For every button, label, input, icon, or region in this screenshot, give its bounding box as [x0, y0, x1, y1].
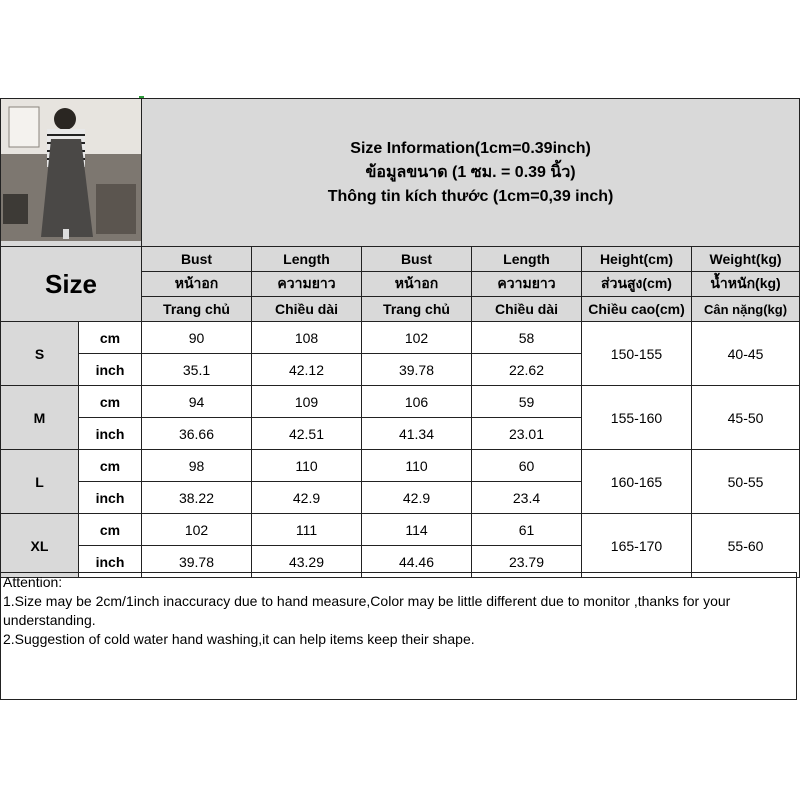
attention-heading: Attention: — [3, 574, 63, 590]
table-cell: 102 — [362, 322, 472, 354]
unit-cm: cm — [79, 322, 142, 354]
unit-inch: inch — [79, 546, 142, 578]
column-header-vi: Chiều dài — [252, 297, 362, 322]
column-header-en: Height(cm) — [582, 247, 692, 272]
height-range: 160-165 — [582, 450, 692, 514]
weight-range: 45-50 — [692, 386, 800, 450]
table-cell: 42.12 — [252, 354, 362, 386]
weight-range: 40-45 — [692, 322, 800, 386]
title-english: Size Information(1cm=0.39inch) — [350, 139, 591, 157]
column-header-vi: Cân nặng(kg) — [692, 297, 800, 322]
column-header-vi: Trang chủ — [362, 297, 472, 322]
column-header-th: หน้าอก — [142, 272, 252, 297]
size-label-xl: XL — [1, 514, 79, 578]
size-header: Size — [1, 247, 142, 322]
column-header-th: น้ำหนัก(kg) — [692, 272, 800, 297]
table-cell: 58 — [472, 322, 582, 354]
size-table — [0, 98, 800, 578]
title-thai: ข้อมูลขนาด (1 ซม. = 0.39 นิ้ว) — [365, 163, 576, 181]
column-header-th: หน้าอก — [362, 272, 472, 297]
table-cell: 42.9 — [362, 482, 472, 514]
table-cell: 98 — [142, 450, 252, 482]
unit-inch: inch — [79, 354, 142, 386]
title-block — [142, 99, 800, 247]
attention-notes — [0, 572, 797, 700]
table-cell: 42.9 — [252, 482, 362, 514]
size-chart — [0, 98, 799, 578]
column-header-en: Bust — [142, 247, 252, 272]
weight-range: 55-60 — [692, 514, 800, 578]
table-cell: 110 — [252, 450, 362, 482]
column-header-en: Length — [472, 247, 582, 272]
table-cell: 60 — [472, 450, 582, 482]
table-cell: 39.78 — [362, 354, 472, 386]
height-range: 150-155 — [582, 322, 692, 386]
attention-line-2: 2.Suggestion of cold water hand washing,it can help items keep their shape. — [3, 631, 475, 647]
column-header-vi: Trang chủ — [142, 297, 252, 322]
table-cell: 94 — [142, 386, 252, 418]
unit-cm: cm — [79, 386, 142, 418]
table-cell: 102 — [142, 514, 252, 546]
column-header-th: ส่วนสูง(cm) — [582, 272, 692, 297]
unit-inch: inch — [79, 418, 142, 450]
attention-line-1: 1.Size may be 2cm/1inch inaccuracy due to hand measure,Color may be little different due to monitor ,thanks for your understanding. — [3, 593, 731, 628]
weight-range: 50-55 — [692, 450, 800, 514]
column-header-en: Length — [252, 247, 362, 272]
table-cell: 110 — [362, 450, 472, 482]
title-vietnamese: Thông tin kích thước (1cm=0,39 inch) — [327, 187, 614, 205]
table-cell: 35.1 — [142, 354, 252, 386]
product-photo-image — [1, 99, 142, 241]
table-cell: 23.4 — [472, 482, 582, 514]
size-label-m: M — [1, 386, 79, 450]
unit-cm: cm — [79, 514, 142, 546]
table-cell: 109 — [252, 386, 362, 418]
table-cell: 90 — [142, 322, 252, 354]
column-header-vi: Chiều cao(cm) — [582, 297, 692, 322]
table-cell: 61 — [472, 514, 582, 546]
height-range: 165-170 — [582, 514, 692, 578]
table-cell: 59 — [472, 386, 582, 418]
column-header-vi: Chiều dài — [472, 297, 582, 322]
table-cell: 44.46 — [362, 546, 472, 578]
table-cell: 42.51 — [252, 418, 362, 450]
table-cell: 111 — [252, 514, 362, 546]
table-cell: 43.29 — [252, 546, 362, 578]
table-cell: 36.66 — [142, 418, 252, 450]
height-range: 155-160 — [582, 386, 692, 450]
table-cell: 41.34 — [362, 418, 472, 450]
table-cell: 106 — [362, 386, 472, 418]
table-cell: 22.62 — [472, 354, 582, 386]
unit-inch: inch — [79, 482, 142, 514]
column-header-th: ความยาว — [472, 272, 582, 297]
size-label-l: L — [1, 450, 79, 514]
product-photo — [1, 99, 142, 247]
table-cell: 38.22 — [142, 482, 252, 514]
table-cell: 114 — [362, 514, 472, 546]
table-cell: 108 — [252, 322, 362, 354]
table-cell: 23.79 — [472, 546, 582, 578]
table-cell: 23.01 — [472, 418, 582, 450]
size-label-s: S — [1, 322, 79, 386]
column-header-en: Weight(kg) — [692, 247, 800, 272]
column-header-en: Bust — [362, 247, 472, 272]
table-cell: 39.78 — [142, 546, 252, 578]
unit-cm: cm — [79, 450, 142, 482]
column-header-th: ความยาว — [252, 272, 362, 297]
